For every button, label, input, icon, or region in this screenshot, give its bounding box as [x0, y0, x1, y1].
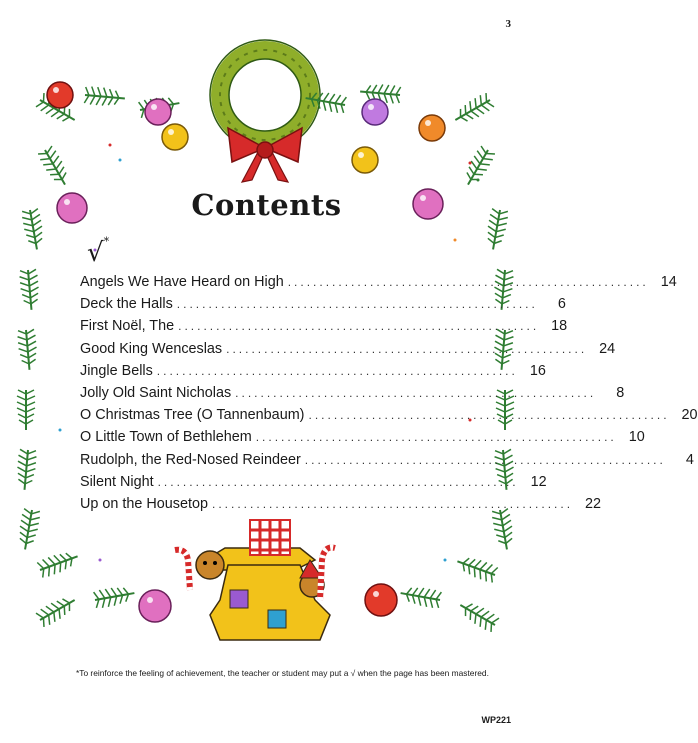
song-title: O Little Town of Bethlehem: [80, 429, 252, 446]
song-page: 16: [529, 362, 546, 379]
table-of-contents: [76, 274, 698, 518]
ornament-purple: [362, 99, 388, 125]
toc-entry: [76, 407, 698, 429]
ornament-red: [47, 82, 73, 108]
song-title: Silent Night: [80, 473, 154, 490]
toc-entry: [76, 318, 568, 340]
song-page: 20: [681, 407, 698, 424]
leader-dots: .........................................................: [308, 408, 670, 423]
toc-entry: [76, 473, 547, 496]
leader-dots: .........................................................: [287, 275, 649, 289]
leader-dots: .........................................................: [156, 363, 518, 378]
leader-dots: .........................................................: [226, 341, 588, 356]
song-title: Angels We Have Heard on High: [80, 274, 284, 290]
song-title: Jingle Bells: [80, 362, 153, 379]
song-page: 14: [660, 274, 677, 290]
song-title: Jolly Old Saint Nicholas: [80, 384, 232, 401]
song-page: 10: [628, 429, 645, 446]
ornament-purple-2: [139, 590, 171, 622]
song-page: 22: [585, 495, 602, 512]
song-title: Up on the Housetop: [80, 495, 209, 512]
page-number: 3: [505, 18, 511, 30]
toc-entry: [76, 495, 602, 518]
toc-entry: [76, 429, 645, 451]
footnote: *To reinforce the feeling of achievement, the teacher or student may put a √ when the page has been mastered.: [76, 668, 489, 678]
ornament-yellow: [162, 124, 188, 150]
page-title: Contents: [191, 188, 342, 222]
ornament-orange: [419, 115, 445, 141]
ornament-red-2: [365, 584, 397, 616]
song-page: 12: [530, 473, 547, 490]
toc-entry: [76, 274, 677, 296]
song-page: 4: [685, 451, 694, 468]
ornament-pink: [145, 99, 171, 125]
check-header: [87, 235, 110, 268]
leader-dots: .........................................................: [304, 452, 666, 467]
toc-entry: [76, 340, 616, 363]
song-page: 18: [551, 318, 568, 335]
stocking-icon: [175, 520, 335, 640]
song-title: Good King Wenceslas: [80, 340, 223, 357]
leader-dots: .........................................................: [157, 474, 519, 489]
leader-dots: .........................................................: [178, 319, 540, 334]
leader-dots: .........................................................: [255, 430, 617, 445]
toc-entry: [76, 384, 625, 407]
ornament-yellow-2: [352, 147, 378, 173]
song-title: Rudolph, the Red-Nosed Reindeer: [80, 451, 301, 468]
checkmark-icon: √: [87, 238, 104, 268]
song-title: O Christmas Tree (O Tannenbaum): [80, 407, 305, 424]
leader-dots: .........................................................: [212, 496, 574, 511]
song-title: First Noël, The: [80, 318, 175, 335]
song-page: 6: [557, 296, 566, 313]
toc-entry: [76, 362, 546, 385]
wreath-icon: [210, 40, 320, 150]
leader-dots: .........................................................: [176, 297, 538, 312]
song-page: 24: [599, 340, 616, 357]
song-title: Deck the Halls: [80, 296, 173, 313]
leader-dots: .........................................................: [235, 385, 597, 400]
song-page: 8: [616, 384, 625, 401]
toc-entry: [76, 296, 566, 318]
catalog-code: WP221: [481, 715, 511, 725]
toc-entry: [76, 451, 694, 474]
footnote-marker: *: [103, 235, 110, 249]
